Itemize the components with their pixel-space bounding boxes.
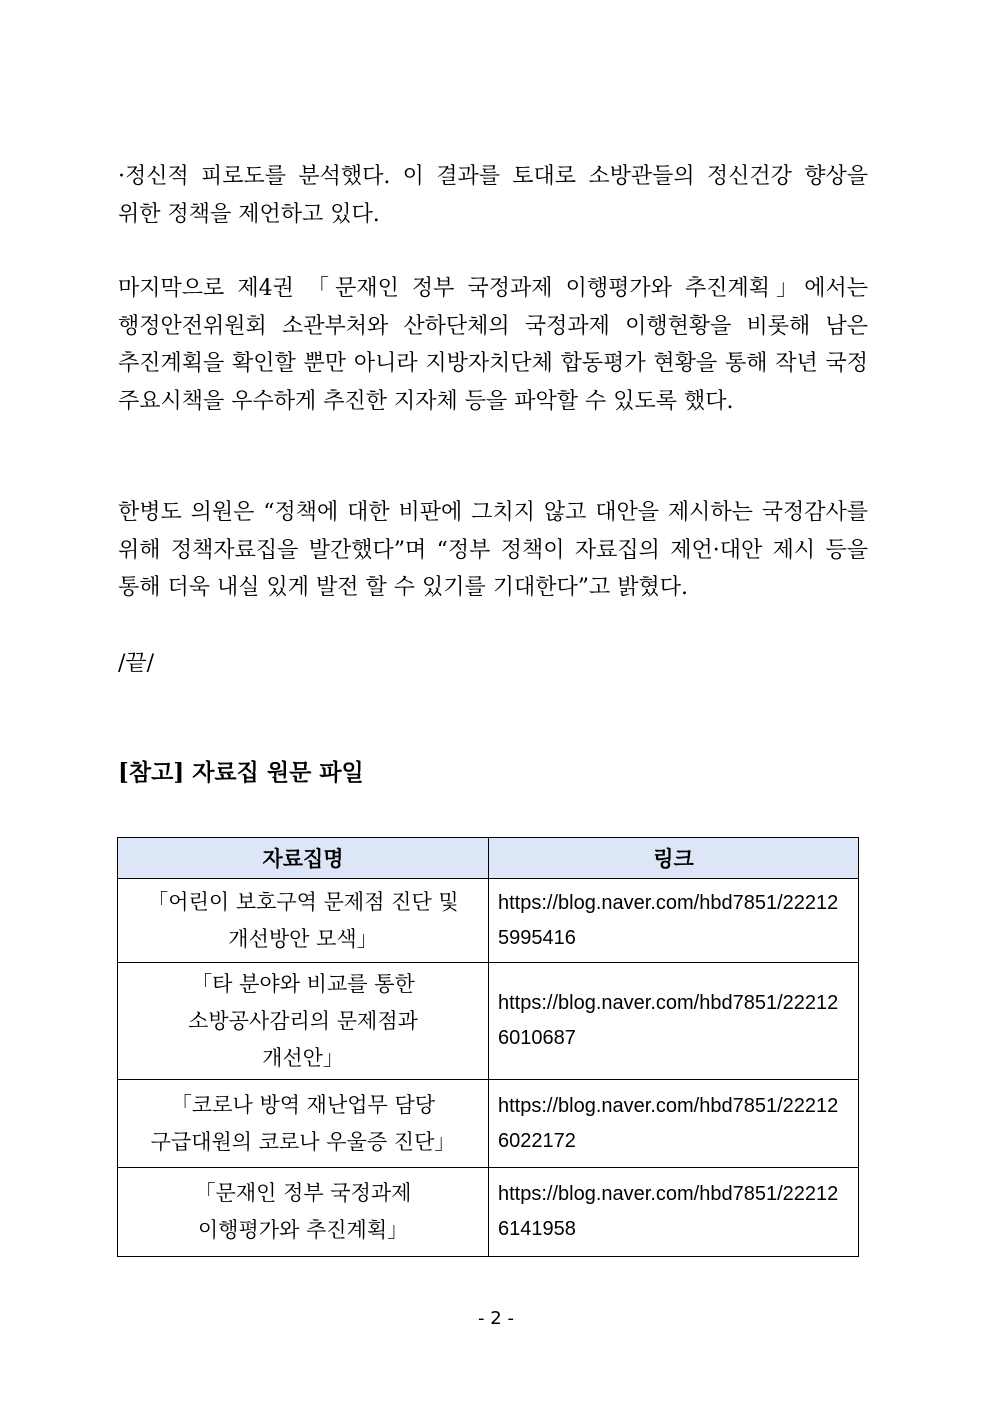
collection-name-line: 「코로나 방역 재난업무 담당 <box>170 1092 436 1117</box>
collection-link[interactable]: https://blog.naver.com/hbd7851/222126141958 <box>489 1168 859 1257</box>
reference-heading: [참고] 자료집 원문 파일 <box>118 759 364 786</box>
header-link: 링크 <box>489 838 859 879</box>
collection-name-line: 이행평가와 추진계획」 <box>197 1218 409 1242</box>
collection-name-line: 구급대원의 코로나 우울증 진단」 <box>150 1129 456 1154</box>
collection-link[interactable]: https://blog.naver.com/hbd7851/222126010687 <box>489 963 859 1080</box>
collection-name-line: 「타 분야와 비교를 통한 <box>191 971 415 996</box>
collection-link[interactable]: https://blog.naver.com/hbd7851/222125995416 <box>489 879 859 963</box>
end-mark: /끝/ <box>118 651 155 676</box>
page-number: - 2 - <box>478 1308 514 1329</box>
collection-name-cell <box>118 963 489 1080</box>
table-row <box>118 963 859 1080</box>
collection-name-cell <box>118 1080 489 1168</box>
collection-link[interactable]: https://blog.naver.com/hbd7851/222126022172 <box>489 1080 859 1168</box>
collection-name-line: 개선안」 <box>262 1045 344 1070</box>
collection-name-line: 「문재인 정부 국정과제 <box>194 1181 412 1205</box>
collection-name-line: 소방공사감리의 문제점과 <box>188 1008 418 1033</box>
collection-name-cell <box>118 1168 489 1257</box>
table-row <box>118 879 859 963</box>
table-row <box>118 1168 859 1257</box>
table-row <box>118 1080 859 1168</box>
collection-name-line: 「어린이 보호구역 문제점 진단 및 <box>147 889 459 914</box>
body-paragraph-1: ·정신적 피로도를 분석했다. 이 결과를 토대로 소방관들의 정신건강 향상을 위한 정책을 제언하고 있다. <box>118 164 868 227</box>
body-paragraph-3: 한병도 의원은 “정책에 대한 비판에 그치지 않고 대안을 제시하는 국정감사를 위해 정책자료집을 발간했다”며 “정부 정책이 자료집의 제언·대안 제시 등을 통해 더욱 내실 있게 발전 할 수 있기를 기대한다”고 밝혔다. <box>118 500 868 600</box>
body-paragraph-2: 마지막으로 제4권 「문재인 정부 국정과제 이행평가와 추진계획」에서는 행정안전위원회 소관부처와 산하단체의 국정과제 이행현황을 비롯해 남은 추진계획을 확인할 뿐만 아니라 지방자치단체 합동평가 현황을 통해 작년 국정 주요시책을 우수하게 추진한 지자체 등을 파악할 수 있도록 했다. <box>118 276 868 414</box>
header-collection-name: 자료집명 <box>118 838 489 879</box>
table-header-row <box>118 838 859 879</box>
collection-name-cell <box>118 879 489 963</box>
reference-table <box>117 837 859 1257</box>
collection-name-line: 개선방안 모색」 <box>228 926 378 951</box>
